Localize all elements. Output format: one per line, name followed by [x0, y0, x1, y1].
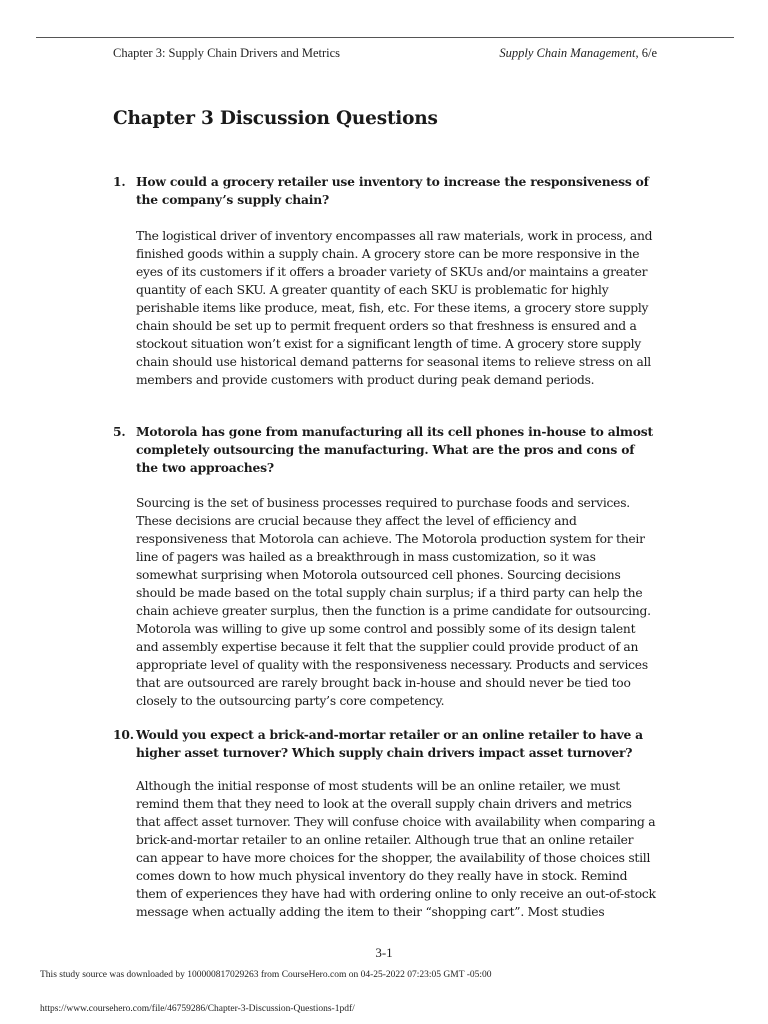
question-text: Motorola has gone from manufacturing all its cell phones in-house to almost completely outsourcing the manufacturing. What are the pros and cons of the two approaches?: [136, 424, 653, 475]
question-number: 5.: [113, 424, 126, 439]
book-edition: , 6/e: [635, 46, 657, 60]
running-header-chapter: Chapter 3: Supply Chain Drivers and Metrics: [113, 46, 341, 60]
question-5: [113, 423, 658, 477]
download-notice: This study source was downloaded by 100000817029263 from CourseHero.com on 04-25-2022 07:23:05 GMT -05:00: [40, 970, 492, 980]
question-text: Would you expect a brick-and-mortar retailer or an online retailer to have a higher asset turnover? Which supply chain drivers impact asset turnover?: [136, 727, 643, 760]
page-title: Chapter 3 Discussion Questions: [113, 108, 438, 129]
question-10: [113, 726, 658, 762]
question-text: How could a grocery retailer use inventory to increase the responsiveness of the company’s supply chain?: [136, 174, 649, 207]
question-1: [113, 173, 658, 209]
answer-5: Sourcing is the set of business processes required to purchase foods and services. These decisions are crucial because they affect the level of efficiency and responsiveness that Motorola can achieve. The Motorola production system for their line of pagers was hailed as a breakthrough in mass customization, so it was somewhat surprising when Motorola outsourced cell phones. Sourcing decisions should be made based on the total supply chain surplus; if a third party can help the chain achieve greater surplus, then the function is a prime candidate for outsourcing. Motorola was willing to give up some control and possibly some of its design talent and assembly expertise because it felt that the supplier could provide product of an appropriate level of quality with the responsiveness necessary. Products and services that are outsourced are rarely brought back in-house and should never be tied too closely to the outsourcing party’s core competency.: [136, 496, 651, 708]
header-rule: [36, 37, 734, 38]
running-header-book: [499, 46, 657, 61]
question-number: 10.: [113, 727, 134, 742]
source-url[interactable]: https://www.coursehero.com/file/46759286/Chapter-3-Discussion-Questions-1pdf/: [40, 1004, 355, 1014]
answer-10: Although the initial response of most students will be an online retailer, we must remind them that they need to look at the overall supply chain drivers and metrics that affect asset turnover. They will confuse choice with availability when comparing a brick-and-mortar retailer to an online retailer. Although true that an online retailer can appear to have more choices for the shopper, the availability of those choices still comes down to how much physical inventory do they really have in stock. Remind them of experiences they have had with ordering online to only receive an out-of-stock message when actually adding the item to their “shopping cart”. Most studies: [136, 779, 656, 919]
answer-1: The logistical driver of inventory encompasses all raw materials, work in process, and finished goods within a supply chain. A grocery store can be more responsive in the eyes of its customers if it offers a broader variety of SKUs and/or maintains a greater quantity of each SKU. A greater quantity of each SKU is problematic for highly perishable items like produce, meat, fish, etc. For these items, a grocery store supply chain should be set up to permit frequent orders so that freshness is ensured and a stockout situation won’t exist for a significant length of time. A grocery store supply chain should use historical demand patterns for seasonal items to relieve stress on all members and provide customers with product during peak demand periods.: [136, 229, 653, 387]
book-title: Supply Chain Management: [499, 46, 636, 60]
question-number: 1.: [113, 174, 126, 189]
page-number: 3-1: [375, 945, 393, 960]
